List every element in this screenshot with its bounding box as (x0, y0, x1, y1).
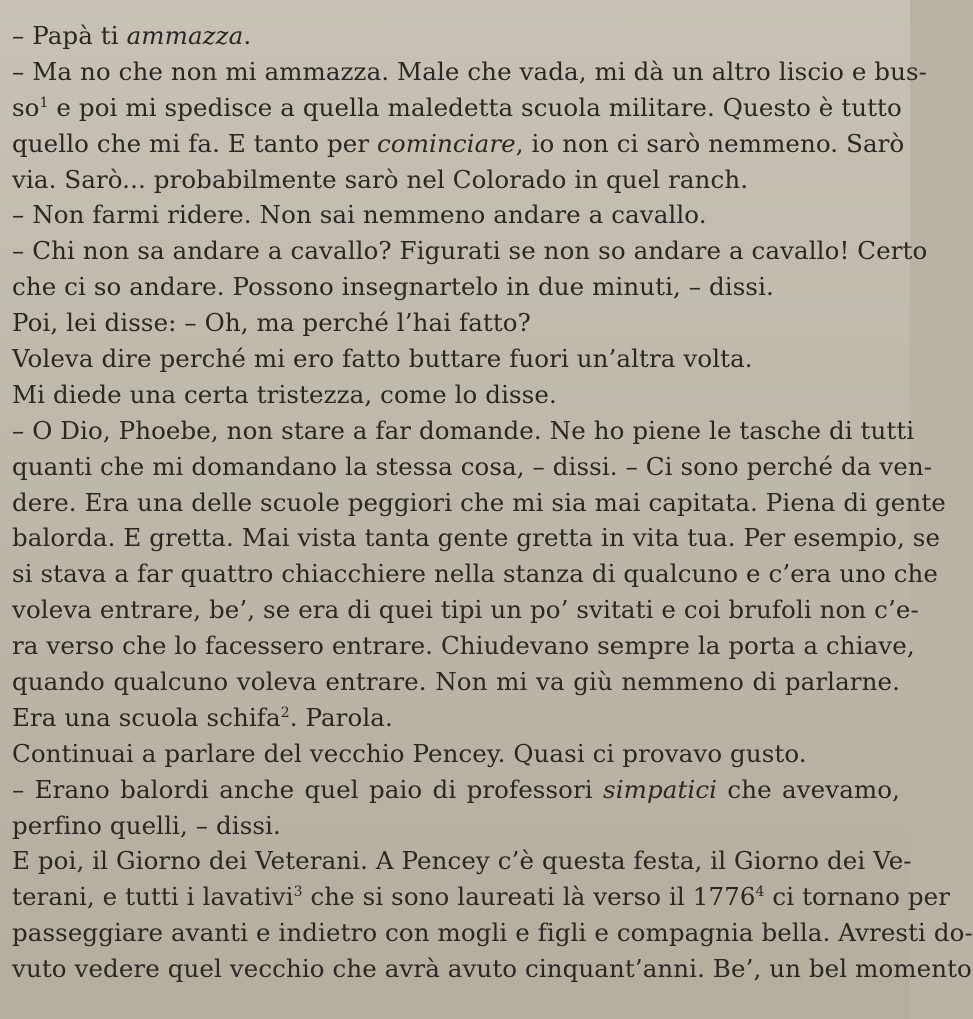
text-line (12, 879, 951, 915)
text-run: perfino quelli, – dissi. (12, 810, 281, 840)
text-run: – O Dio, Phoebe, non stare a far domande. Ne ho piene le tasche di tutti (12, 415, 915, 445)
text-run: che ci so andare. Possono insegnartelo in due minuti, – dissi. (12, 272, 774, 302)
text-run: . Parola. (289, 702, 393, 732)
text-run: Era una scuola schifa (12, 702, 281, 732)
text-line (12, 54, 928, 90)
text-line (12, 556, 939, 592)
text-line (12, 772, 900, 808)
text-line (12, 628, 915, 664)
text-run: quello che mi fa. E tanto per (12, 128, 378, 158)
text-line (12, 915, 973, 951)
text-line (12, 843, 912, 879)
text-line (12, 341, 900, 377)
text-line (12, 485, 946, 521)
italic-word: cominciare (377, 128, 516, 158)
text-run: che si sono laureati là verso il 1776 (302, 882, 756, 912)
text-run: quanti che mi domandano la stessa cosa, – dissi. – Ci sono perché da ven- (12, 451, 933, 481)
text-run: Continuai a parlare del vecchio Pencey. Quasi ci provavo gusto. (12, 738, 807, 768)
footnote-marker: 4 (755, 884, 765, 901)
text-line (12, 269, 900, 305)
text-line (12, 377, 900, 413)
text-run: – Chi non sa andare a cavallo? Figurati se non so andare a cavallo! Certo (12, 236, 928, 266)
text-line (12, 197, 900, 233)
text-run: Poi, lei disse: – Oh, ma perché l’hai fatto? (12, 308, 531, 338)
text-run: che avevamo, (717, 774, 900, 804)
text-run: vuto vedere quel vecchio che avrà avuto cinquant’anni. Be’, un bel momento (12, 954, 972, 984)
text-line (12, 449, 933, 485)
text-run: si stava a far quattro chiacchiere nella stanza di qualcuno e c’era uno che (12, 559, 939, 589)
text-run: E poi, il Giorno dei Veterani. A Pencey c’è questa festa, il Giorno dei Ve- (12, 846, 912, 876)
footnote-marker: 3 (293, 884, 303, 901)
footnote-marker: 1 (39, 94, 49, 111)
footnote-marker: 2 (280, 704, 290, 721)
text-run: , io non ci sarò nemmeno. Sarò (515, 128, 905, 158)
text-line (12, 162, 900, 198)
text-run: ra verso che lo facessero entrare. Chiudevano sempre la porta a chiave, (12, 631, 915, 661)
text-run: balorda. E gretta. Mai vista tanta gente gretta in vita tua. Per esempio, se (12, 523, 941, 553)
text-line (12, 233, 928, 269)
text-run: dere. Era una delle scuole peggiori che mi sia mai capitata. Piena di gente (12, 487, 946, 517)
text-run: so (12, 92, 40, 122)
text-run: – Erano balordi anche quel paio di professori (12, 774, 604, 804)
text-line (12, 700, 900, 736)
text-line (12, 90, 900, 126)
text-line (12, 736, 900, 772)
text-run: Voleva dire perché mi ero fatto buttare fuori un’altra volta. (12, 344, 753, 374)
text-run: terani, e tutti i lavativi (12, 882, 294, 912)
text-run: – Ma no che non mi ammazza. Male che vada, mi dà un altro liscio e bus- (12, 56, 928, 86)
body-text (12, 18, 973, 987)
text-line (12, 592, 919, 628)
text-line (12, 126, 905, 162)
text-line (12, 951, 972, 987)
text-line (12, 664, 900, 700)
text-run: e poi mi spedisce a quella maledetta scuola militare. Questo è tutto (48, 92, 902, 122)
text-line (12, 413, 915, 449)
text-run: ci tornano per (764, 882, 951, 912)
text-line (12, 520, 941, 556)
italic-word: ammazza (126, 21, 244, 50)
text-run: Mi diede una certa tristezza, come lo disse. (12, 379, 557, 409)
text-run: . (243, 21, 252, 50)
text-run: quando qualcuno voleva entrare. Non mi va giù nemmeno di parlarne. (12, 667, 900, 697)
text-line (12, 305, 900, 341)
text-run: voleva entrare, be’, se era di quei tipi un po’ svitati e coi brufoli non c’e- (12, 595, 919, 625)
text-run: – Papà ti (12, 21, 127, 50)
text-run: – Non farmi ridere. Non sai nemmeno andare a cavallo. (12, 200, 707, 230)
text-line (12, 18, 900, 54)
italic-word: simpatici (603, 774, 718, 804)
text-run: via. Sarò... probabilmente sarò nel Colorado in quel ranch. (12, 164, 749, 194)
text-run: passeggiare avanti e indietro con mogli e figli e compagnia bella. Avresti do- (12, 918, 973, 948)
text-line (12, 808, 900, 844)
